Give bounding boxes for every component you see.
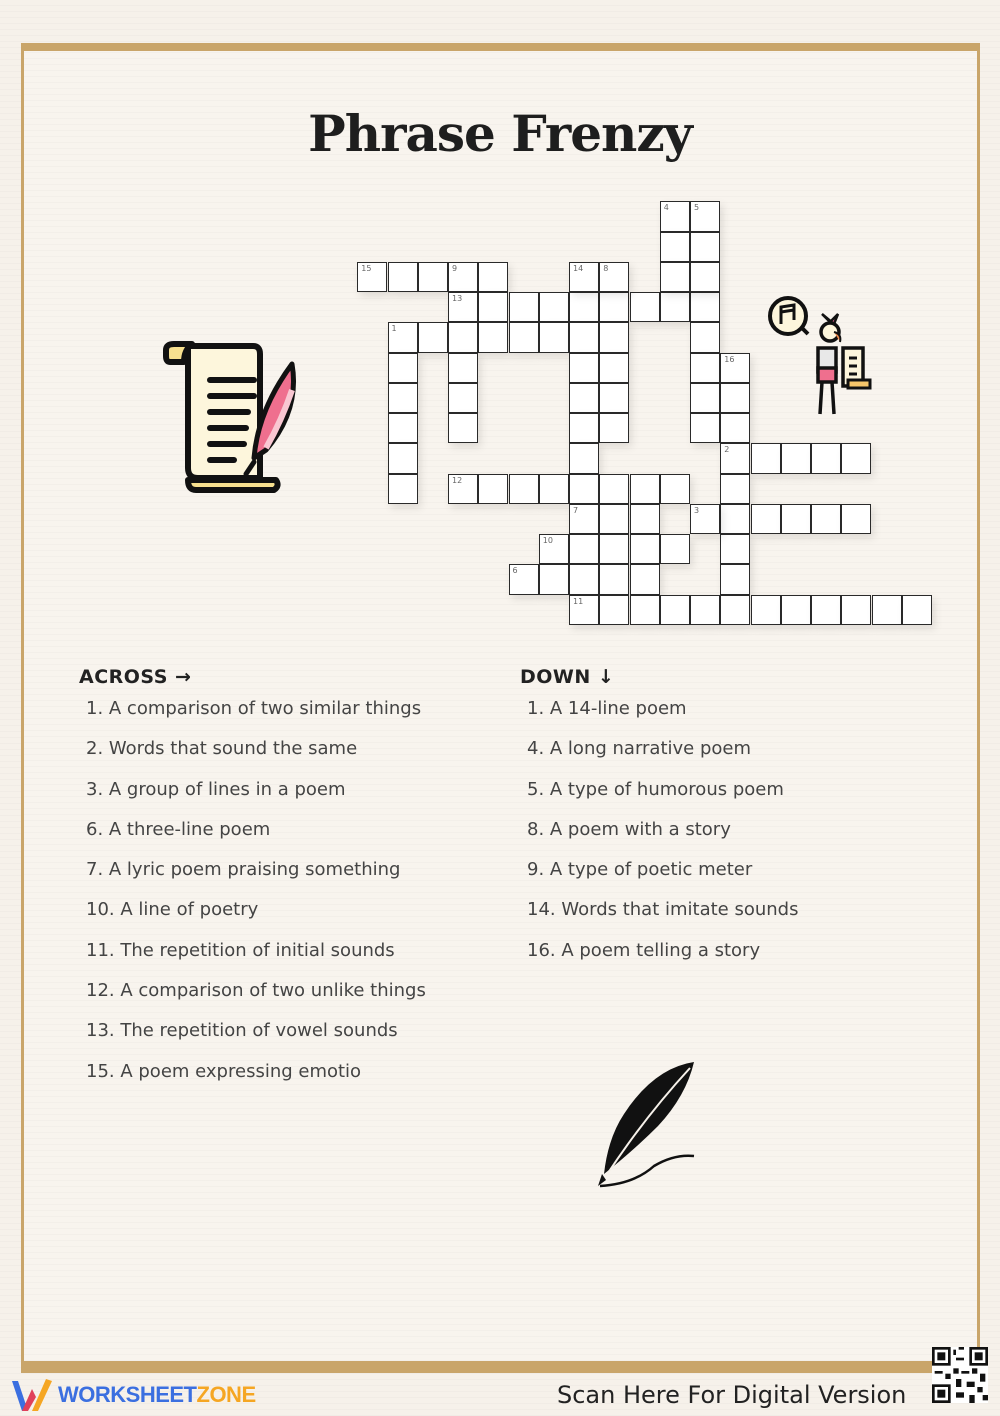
crossword-cell[interactable]: [811, 595, 841, 625]
crossword-cell[interactable]: [720, 474, 750, 504]
clue-number: 15: [361, 263, 372, 273]
crossword-cell[interactable]: [599, 292, 629, 322]
page-title: Phrase Frenzy: [308, 104, 692, 163]
crossword-cell[interactable]: [720, 443, 750, 473]
feather-pen-icon: [594, 1058, 698, 1190]
crossword-cell[interactable]: [872, 595, 902, 625]
crossword-cell[interactable]: [569, 474, 599, 504]
crossword-cell[interactable]: [690, 262, 720, 292]
crossword-cell[interactable]: [720, 595, 750, 625]
crossword-cell[interactable]: [690, 353, 720, 383]
crossword-cell[interactable]: [599, 504, 629, 534]
crossword-cell[interactable]: [811, 504, 841, 534]
clue-number: 11: [573, 596, 584, 606]
crossword-cell[interactable]: [751, 595, 781, 625]
crossword-cell[interactable]: [720, 534, 750, 564]
crossword-cell[interactable]: [630, 534, 660, 564]
crossword-cell[interactable]: [509, 474, 539, 504]
crossword-cell[interactable]: [388, 413, 418, 443]
crossword-cell[interactable]: [720, 504, 750, 534]
crossword-cell[interactable]: [781, 504, 811, 534]
clue-number: 5: [694, 203, 700, 213]
crossword-cell[interactable]: [841, 595, 871, 625]
crossword-cell[interactable]: [660, 262, 690, 292]
clue-number: 9: [452, 263, 458, 273]
down-clue: 9. A type of poetic meter: [527, 859, 753, 881]
down-clue: 14. Words that imitate sounds: [527, 899, 799, 921]
crossword-cell[interactable]: [599, 262, 629, 292]
crossword-cell[interactable]: [388, 474, 418, 504]
crossword-cell[interactable]: [539, 474, 569, 504]
crossword-cell[interactable]: [478, 474, 508, 504]
crossword-cell[interactable]: [630, 504, 660, 534]
crossword-cell[interactable]: [539, 564, 569, 594]
crossword-cell[interactable]: [660, 292, 690, 322]
crossword-cell[interactable]: [448, 383, 478, 413]
crossword-cell[interactable]: [539, 534, 569, 564]
crossword-cell[interactable]: [720, 383, 750, 413]
down-clue: 4. A long narrative poem: [527, 738, 752, 760]
crossword-cell[interactable]: [388, 353, 418, 383]
down-clues: [520, 666, 798, 980]
crossword-cell[interactable]: [660, 534, 690, 564]
crossword-cell[interactable]: [720, 353, 750, 383]
crossword-cell[interactable]: [418, 322, 448, 352]
crossword-cell[interactable]: [660, 232, 690, 262]
scroll-quill-icon: [158, 340, 300, 495]
worksheetzone-logo[interactable]: [10, 1377, 256, 1413]
crossword-cell[interactable]: [751, 504, 781, 534]
crossword-cell[interactable]: [569, 595, 599, 625]
crossword-cell[interactable]: [478, 292, 508, 322]
scan-text: Scan Here For Digital Version: [557, 1381, 907, 1409]
clue-number: 6: [512, 566, 518, 576]
crossword-cell[interactable]: [388, 262, 418, 292]
crossword-cell[interactable]: [599, 534, 629, 564]
clue-number: 7: [573, 505, 579, 515]
crossword-cell[interactable]: [599, 353, 629, 383]
crossword-cell[interactable]: [448, 322, 478, 352]
crossword-cell[interactable]: [811, 443, 841, 473]
crossword-cell[interactable]: [660, 474, 690, 504]
crossword-cell[interactable]: [388, 383, 418, 413]
crossword-cell[interactable]: [388, 443, 418, 473]
crossword-cell[interactable]: [357, 262, 387, 292]
poet-singing-icon: [768, 290, 872, 420]
crossword-cell[interactable]: [448, 353, 478, 383]
crossword-cell[interactable]: [720, 413, 750, 443]
crossword-cell[interactable]: [841, 443, 871, 473]
crossword-cell[interactable]: [569, 353, 599, 383]
crossword-cell[interactable]: [751, 443, 781, 473]
brand-worksheet: WORKSHEET: [58, 1382, 197, 1407]
crossword-cell[interactable]: [569, 534, 599, 564]
crossword-cell[interactable]: [509, 564, 539, 594]
clue-number: 12: [452, 475, 463, 485]
across-clues: [79, 666, 426, 1101]
crossword-cell[interactable]: [569, 262, 599, 292]
crossword-cell[interactable]: [569, 443, 599, 473]
crossword-cell[interactable]: [660, 595, 690, 625]
crossword-cell[interactable]: [599, 564, 629, 594]
crossword-cell[interactable]: [388, 322, 418, 352]
crossword-cell[interactable]: [448, 474, 478, 504]
brand-zone: ZONE: [196, 1382, 256, 1407]
down-clue: 16. A poem telling a story: [527, 939, 761, 961]
crossword-cell[interactable]: [478, 262, 508, 292]
across-clue: 12. A comparison of two unlike things: [86, 980, 426, 1002]
crossword-cell[interactable]: [509, 322, 539, 352]
crossword-cell[interactable]: [539, 322, 569, 352]
down-heading: DOWN ↓: [520, 666, 615, 688]
crossword-cell[interactable]: [569, 564, 599, 594]
crossword-cell[interactable]: [599, 413, 629, 443]
crossword-cell[interactable]: [660, 201, 690, 231]
crossword-cell[interactable]: [630, 292, 660, 322]
across-heading: ACROSS →: [79, 666, 192, 688]
across-clue: 11. The repetition of initial sounds: [86, 939, 395, 961]
clue-number: 3: [694, 505, 700, 515]
crossword-cell[interactable]: [569, 383, 599, 413]
across-clue: 15. A poem expressing emotio: [86, 1060, 362, 1082]
across-clue: 7. A lyric poem praising something: [86, 859, 401, 881]
crossword-cell[interactable]: [478, 322, 508, 352]
crossword-cell[interactable]: [569, 292, 599, 322]
crossword-cell[interactable]: [569, 504, 599, 534]
crossword-cell[interactable]: [599, 383, 629, 413]
crossword-cell[interactable]: [599, 595, 629, 625]
crossword-cell[interactable]: [690, 595, 720, 625]
across-clue: 3. A group of lines in a poem: [86, 778, 346, 800]
crossword-cell[interactable]: [630, 595, 660, 625]
down-clue: 1. A 14-line poem: [527, 698, 687, 719]
crossword-cell[interactable]: [448, 262, 478, 292]
clue-number: 1: [391, 324, 397, 334]
crossword-cell[interactable]: [690, 292, 720, 322]
crossword-cell[interactable]: [630, 564, 660, 594]
across-clue: 6. A three-line poem: [86, 818, 271, 840]
clue-number: 10: [542, 536, 553, 545]
crossword-cell[interactable]: [690, 232, 720, 262]
down-clue: 8. A poem with a story: [527, 818, 731, 840]
crossword-cell[interactable]: [841, 504, 871, 534]
crossword-cell[interactable]: [781, 443, 811, 473]
crossword-cell[interactable]: [539, 292, 569, 322]
crossword-cell[interactable]: [902, 595, 932, 625]
clue-number: 8: [603, 263, 609, 273]
crossword-cell[interactable]: [448, 413, 478, 443]
crossword-cell[interactable]: [630, 474, 660, 504]
crossword-cell[interactable]: [448, 292, 478, 322]
crossword-cell[interactable]: [690, 322, 720, 352]
clue-number: 16: [724, 354, 735, 364]
clue-number: 4: [663, 203, 669, 213]
crossword-cell[interactable]: [720, 564, 750, 594]
clue-number: 2: [724, 445, 730, 455]
across-clue: 2. Words that sound the same: [86, 738, 358, 760]
crossword-cell[interactable]: [569, 322, 599, 352]
crossword-cell[interactable]: [690, 201, 720, 231]
across-clue: 10. A line of poetry: [86, 899, 259, 921]
crossword-cell[interactable]: [690, 413, 720, 443]
across-clue: 13. The repetition of vowel sounds: [86, 1020, 398, 1042]
crossword-cell[interactable]: [599, 474, 629, 504]
logo-w-icon: [10, 1377, 52, 1413]
crossword-cell[interactable]: [690, 504, 720, 534]
crossword-cell[interactable]: [781, 595, 811, 625]
crossword-cell[interactable]: [690, 383, 720, 413]
down-clue: 5. A type of humorous poem: [527, 778, 784, 800]
crossword-cell[interactable]: [418, 262, 448, 292]
crossword-cell[interactable]: [569, 413, 599, 443]
qr-code-icon[interactable]: [932, 1347, 988, 1403]
across-clue: 1. A comparison of two similar things: [86, 698, 422, 719]
crossword-cell[interactable]: [599, 322, 629, 352]
clue-number: 13: [452, 294, 463, 303]
clue-number: 14: [573, 263, 584, 273]
crossword-cell[interactable]: [509, 292, 539, 322]
